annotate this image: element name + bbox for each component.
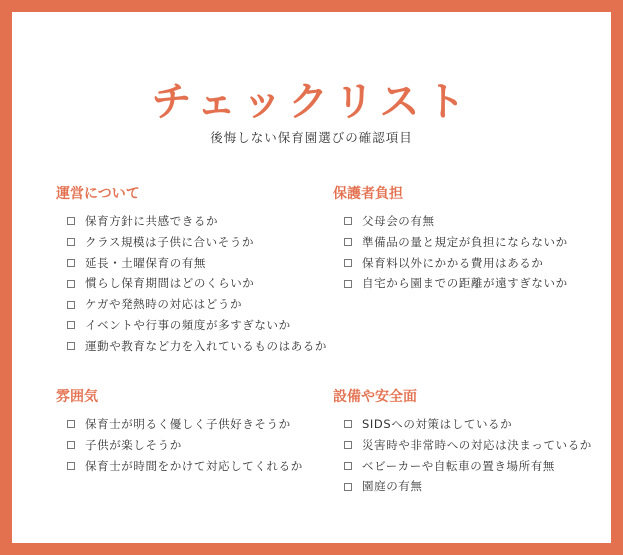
checklist-item xyxy=(56,456,303,477)
section-atmosphere xyxy=(56,386,303,476)
checkbox[interactable] xyxy=(67,420,75,428)
checklist-item xyxy=(56,232,327,253)
checkbox[interactable] xyxy=(344,217,352,225)
section-heading: 雰囲気 xyxy=(56,389,98,405)
checkbox[interactable] xyxy=(344,280,352,288)
section-parent-burden xyxy=(333,183,568,294)
checklist-item xyxy=(56,294,327,315)
checkbox[interactable] xyxy=(67,217,75,225)
checkbox[interactable] xyxy=(67,321,75,329)
checklist-item-label: 自宅から園までの距離が遠すぎないか xyxy=(362,276,568,291)
checklist-item xyxy=(333,476,592,497)
checklist-item-label: 保育方針に共感できるか xyxy=(85,214,219,228)
section-heading: 設備や安全面 xyxy=(333,389,417,405)
checklist-item-label: 園庭の有無 xyxy=(362,479,423,494)
checklist-item xyxy=(333,456,592,477)
section-facilities-safety xyxy=(333,386,592,497)
checkbox[interactable] xyxy=(344,462,352,470)
checklist-item xyxy=(333,253,568,274)
checkbox[interactable] xyxy=(344,420,352,428)
checklist-item-label: 子供が楽しそうか xyxy=(85,437,182,452)
checkbox[interactable] xyxy=(344,483,352,491)
page-title: チェックリスト xyxy=(151,79,472,125)
checklist-item-label: 災害時や非常時への対応は決まっているか xyxy=(362,437,592,452)
checkbox[interactable] xyxy=(344,238,352,246)
checklist-item xyxy=(56,273,327,294)
section-operations xyxy=(56,183,327,357)
checkbox[interactable] xyxy=(67,238,75,246)
checklist xyxy=(56,211,327,357)
checkbox[interactable] xyxy=(67,280,75,288)
checklist-item xyxy=(56,435,303,456)
checklist-item xyxy=(56,315,327,336)
checklist-item-label: クラス規模は子供に合いそうか xyxy=(85,234,255,249)
checklist-item-label: 保育士が時間をかけて対応してくれるか xyxy=(85,458,303,473)
section-heading: 保護者負担 xyxy=(333,186,403,202)
checklist-item-label: 延長・土曜保育の有無 xyxy=(85,255,206,270)
checklist-item-label: ケガや発熱時の対応はどうか xyxy=(85,297,243,312)
checklist xyxy=(333,211,568,294)
checklist-item-label: 保育料以外にかかる費用はあるか xyxy=(362,255,544,270)
checkbox[interactable] xyxy=(344,441,352,449)
checklist xyxy=(333,414,592,497)
checklist-item-label: 保育士が明るく優しく子供好きそうか xyxy=(85,417,291,431)
section-heading: 運営について xyxy=(56,186,140,202)
checklist-item-label: 準備品の量と規定が負担にならないか xyxy=(362,234,568,249)
checklist-item-label: SIDSへの対策はしているか xyxy=(362,417,513,431)
checkbox[interactable] xyxy=(67,441,75,449)
page-subtitle: 後悔しない保育園選びの確認項目 xyxy=(210,130,413,145)
checkbox[interactable] xyxy=(67,462,75,470)
checklist-item xyxy=(333,435,592,456)
checklist-item-label: 父母会の有無 xyxy=(362,214,435,228)
checklist-item xyxy=(56,414,303,435)
checklist-item xyxy=(333,414,592,435)
checklist-item-label: 慣らし保育期間はどのくらいか xyxy=(85,276,255,291)
checklist-item xyxy=(333,211,568,232)
checklist-item xyxy=(56,211,327,232)
checkbox[interactable] xyxy=(67,259,75,267)
checklist-item-label: ベビーカーや自転車の置き場所有無 xyxy=(362,458,555,473)
checklist-item xyxy=(56,336,327,357)
checklist xyxy=(56,414,303,476)
checklist-item xyxy=(333,273,568,294)
checkbox[interactable] xyxy=(67,301,75,309)
checklist-item-label: 運動や教育など力を入れているものはあるか xyxy=(85,338,327,353)
checklist-item-label: イベントや行事の頻度が多すぎないか xyxy=(85,317,291,332)
checklist-item xyxy=(56,253,327,274)
checkbox[interactable] xyxy=(67,342,75,350)
checklist-item xyxy=(333,232,568,253)
checkbox[interactable] xyxy=(344,259,352,267)
